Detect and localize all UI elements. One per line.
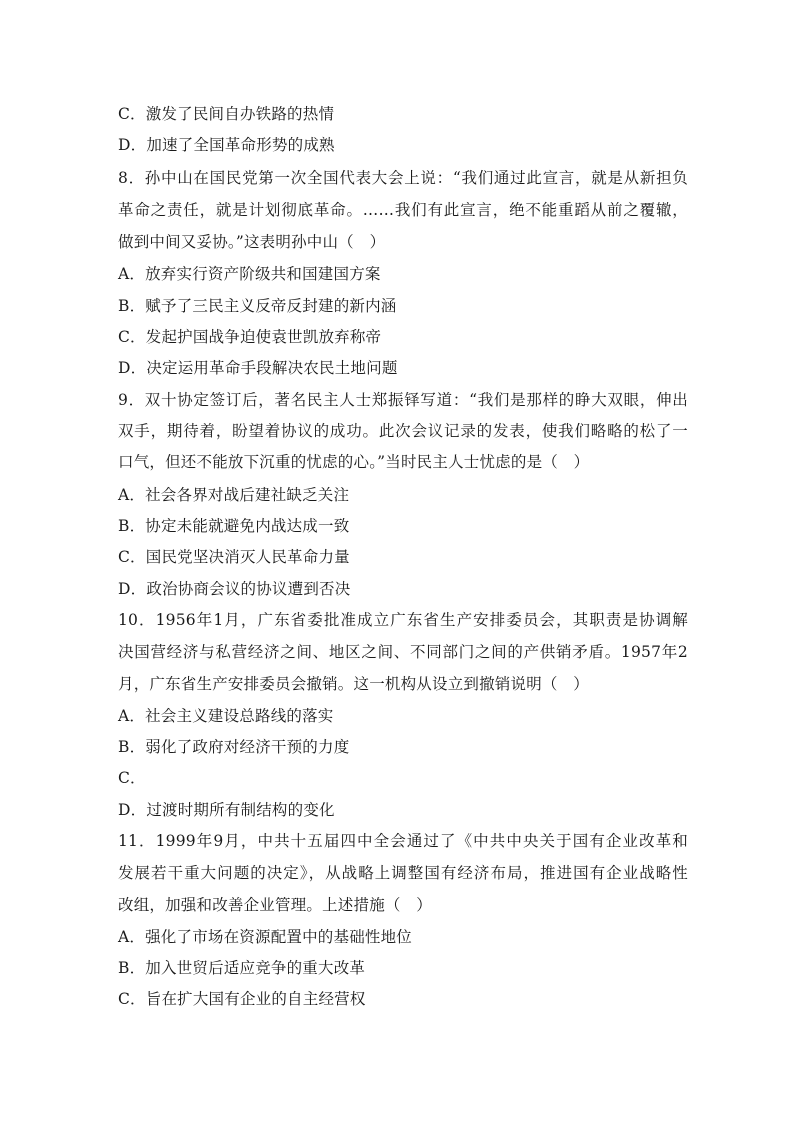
option-7c: C．激发了民间自办铁路的热情 bbox=[118, 105, 335, 123]
question-11-line-1: 11．1999年9月，中共十五届四中全会通过了《中共中央关于国有企业改革和 bbox=[118, 832, 688, 850]
option-10d: D．过渡时期所有制结构的变化 bbox=[118, 801, 335, 819]
question-8-line-3: 做到中间又妥协。”这表明孙中山（ ） bbox=[118, 233, 386, 251]
question-11-line-2: 发展若干重大问题的决定》，从战略上调整国有经济布局，推进国有企业战略性 bbox=[118, 864, 688, 882]
question-9-line-1: 9．双十协定签订后，著名民主人士郑振铎写道：“我们是那样的睁大双眼，伸出 bbox=[118, 391, 688, 409]
option-9a: A．社会各界对战后建社缺乏关注 bbox=[118, 486, 350, 504]
option-10a: A．社会主义建设总路线的落实 bbox=[118, 707, 334, 725]
option-7d: D．加速了全国革命形势的成熟 bbox=[118, 136, 335, 154]
question-11-line-3: 改组，加强和改善企业管理。上述措施（ ） bbox=[118, 896, 433, 914]
question-9-line-2: 双手，期待着，盼望着协议的成功。此次会议记录的发表，使我们略略的松了一 bbox=[118, 422, 688, 440]
option-11c: C．旨在扩大国有企业的自主经营权 bbox=[118, 990, 366, 1008]
question-10-line-3: 月，广东省生产安排委员会撤销。这一机构从设立到撤销说明（ ） bbox=[118, 675, 590, 693]
option-10b: B．弱化了政府对经济干预的力度 bbox=[118, 738, 350, 756]
question-9-line-3: 口气，但还不能放下沉重的忧虑的心。”当时民主人士忧虑的是（ ） bbox=[118, 453, 590, 471]
option-11a: A．强化了市场在资源配置中的基础性地位 bbox=[118, 928, 412, 946]
option-9d: D．政治协商会议的协议遭到否决 bbox=[118, 580, 351, 598]
option-8d: D．决定运用革命手段解决农民土地问题 bbox=[118, 359, 398, 377]
option-9b: B．协定未能就避免内战达成一致 bbox=[118, 517, 350, 535]
option-9c: C．国民党坚决消灭人民革命力量 bbox=[118, 548, 350, 566]
option-10c: C． bbox=[118, 769, 146, 787]
question-10-line-2: 决国营经济与私营经济之间、地区之间、不同部门之间的产供销矛盾。1957年2 bbox=[118, 643, 688, 661]
question-8-line-2: 革命之责任，就是计划彻底革命。……我们有此宣言，绝不能重蹈从前之覆辙， bbox=[118, 201, 688, 219]
option-8b: B．赋予了三民主义反帝反封建的新内涵 bbox=[118, 297, 397, 315]
question-10-line-1: 10．1956年1月，广东省委批准成立广东省生产安排委员会，其职责是协调解 bbox=[118, 611, 688, 629]
question-8-line-1: 8．孙中山在国民党第一次全国代表大会上说：“我们通过此宣言，就是从新担负 bbox=[118, 169, 688, 187]
option-11b: B．加入世贸后适应竞争的重大改革 bbox=[118, 959, 366, 977]
option-8c: C．发起护国战争迫使袁世凯放弃称帝 bbox=[118, 328, 382, 346]
option-8a: A．放弃实行资产阶级共和国建国方案 bbox=[118, 265, 381, 283]
